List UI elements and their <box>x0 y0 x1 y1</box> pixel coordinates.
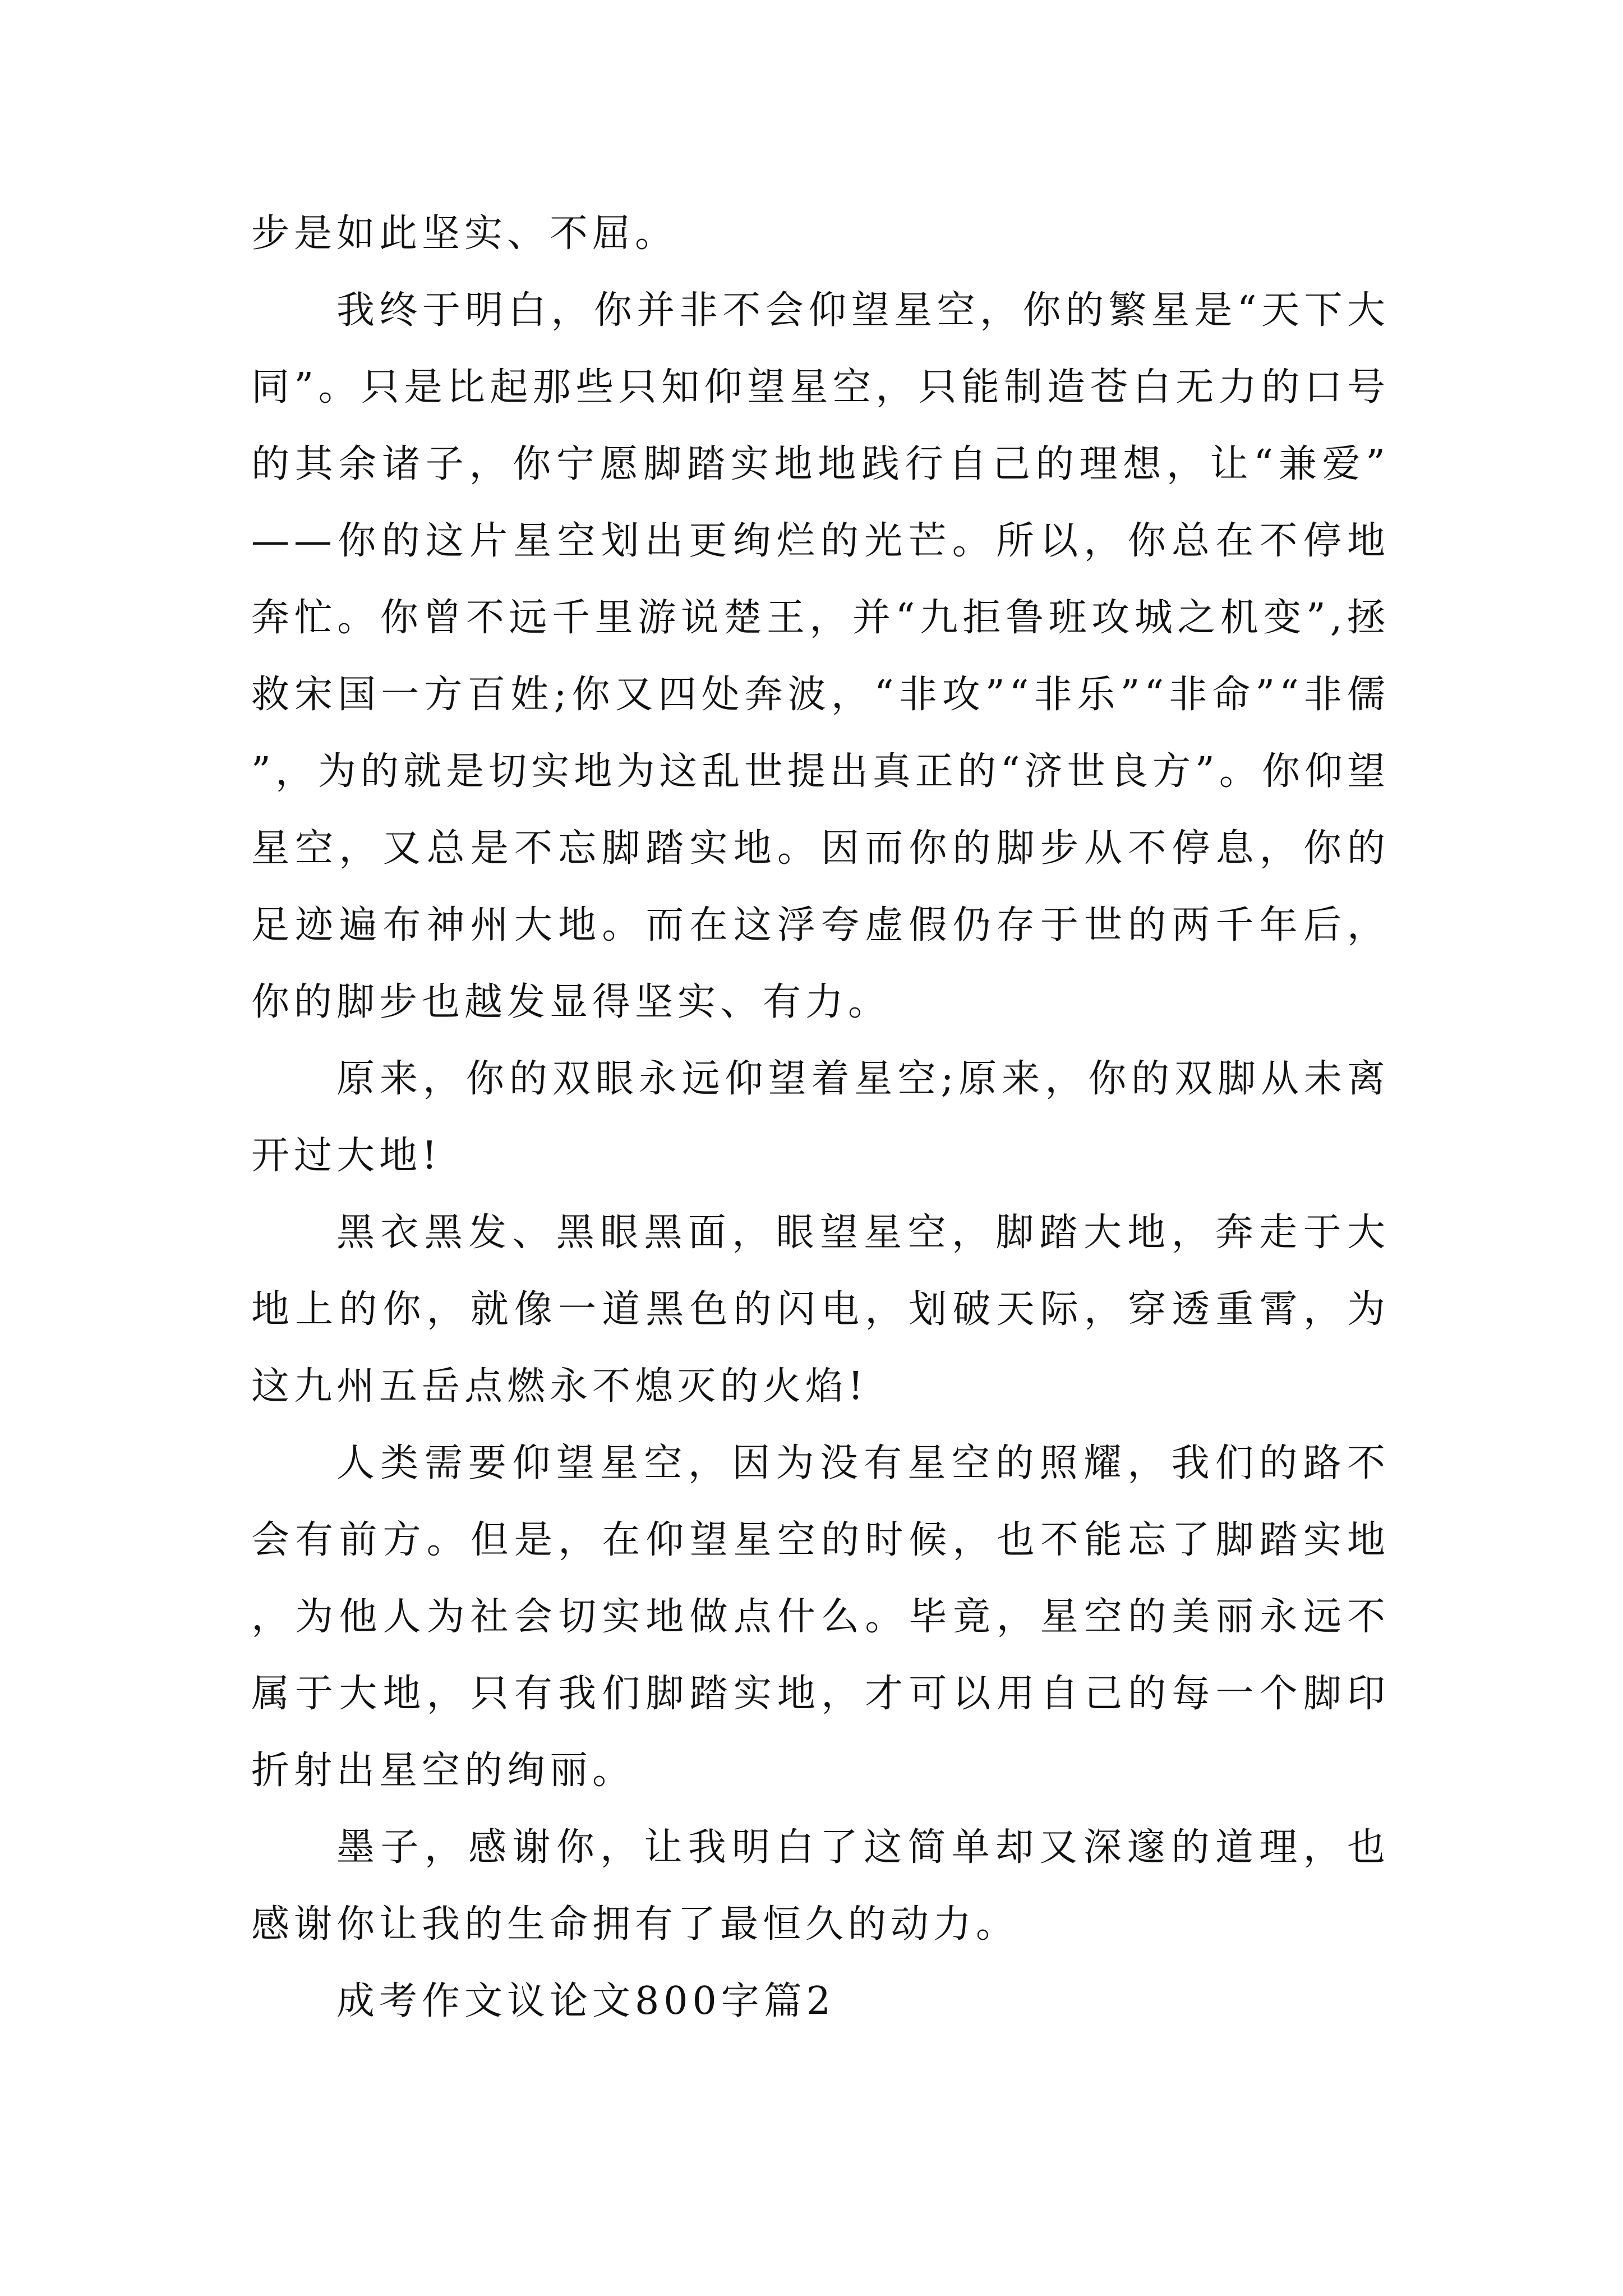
paragraph-humanity: 人类需要仰望星空，因为没有星空的照耀，我们的路不会有前方。但是，在仰望星空的时候，也不能忘了脚踏实地，为他人为社会切实地做点什么。毕竟，星空的美丽永远不属于大地，只有我们脚踏实地，才可以用自己的每一个脚印折射出星空的绚丽。 <box>251 1441 1390 1793</box>
paragraph-continuation: 步是如此坚实、不屈。 <box>251 211 678 256</box>
paragraph-eyes-and-feet: 原来，你的双眼永远仰望着星空;原来，你的双脚从未离开过大地! <box>251 1057 1390 1178</box>
paragraph-black-lightning: 黑衣黑发、黑眼黑面，眼望星空，脚踏大地，奔走于大地上的你，就像一道黑色的闪电，划破天际，穿透重霄，为这九州五岳点燃永不熄灭的火焰! <box>251 1211 1390 1409</box>
section-heading: 成考作文议论文800字篇2 <box>336 1979 836 2023</box>
document-page <box>251 195 1390 2040</box>
paragraph-thanks: 墨子，感谢你，让我明白了这简单却又深邃的道理，也感谢你让我的生命拥有了最恒久的动力。 <box>251 1825 1390 1947</box>
paragraph-mozi-ideal: 我终于明白，你并非不会仰望星空，你的繁星是“天下大同”。只是比起那些只知仰望星空，只能制造苍白无力的口号的其余诸子，你宁愿脚踏实地地践行自己的理想，让“兼爱”——你的这片星空划出更绚烂的光芒。所以，你总在不停地奔忙。你曾不远千里游说楚王，并“九拒鲁班攻城之机变”,拯救宋国一方百姓;你又四处奔波，“非攻”“非乐”“非命”“非儒”，为的就是切实地为这乱世提出真正的“济世良方”。你仰望星空，又总是不忘脚踏实地。因而你的脚步从不停息，你的足迹遍布神州大地。而在这浮夸虚假仍存于世的两千年后，你的脚步也越发显得坚实、有力。 <box>251 288 1390 1024</box>
